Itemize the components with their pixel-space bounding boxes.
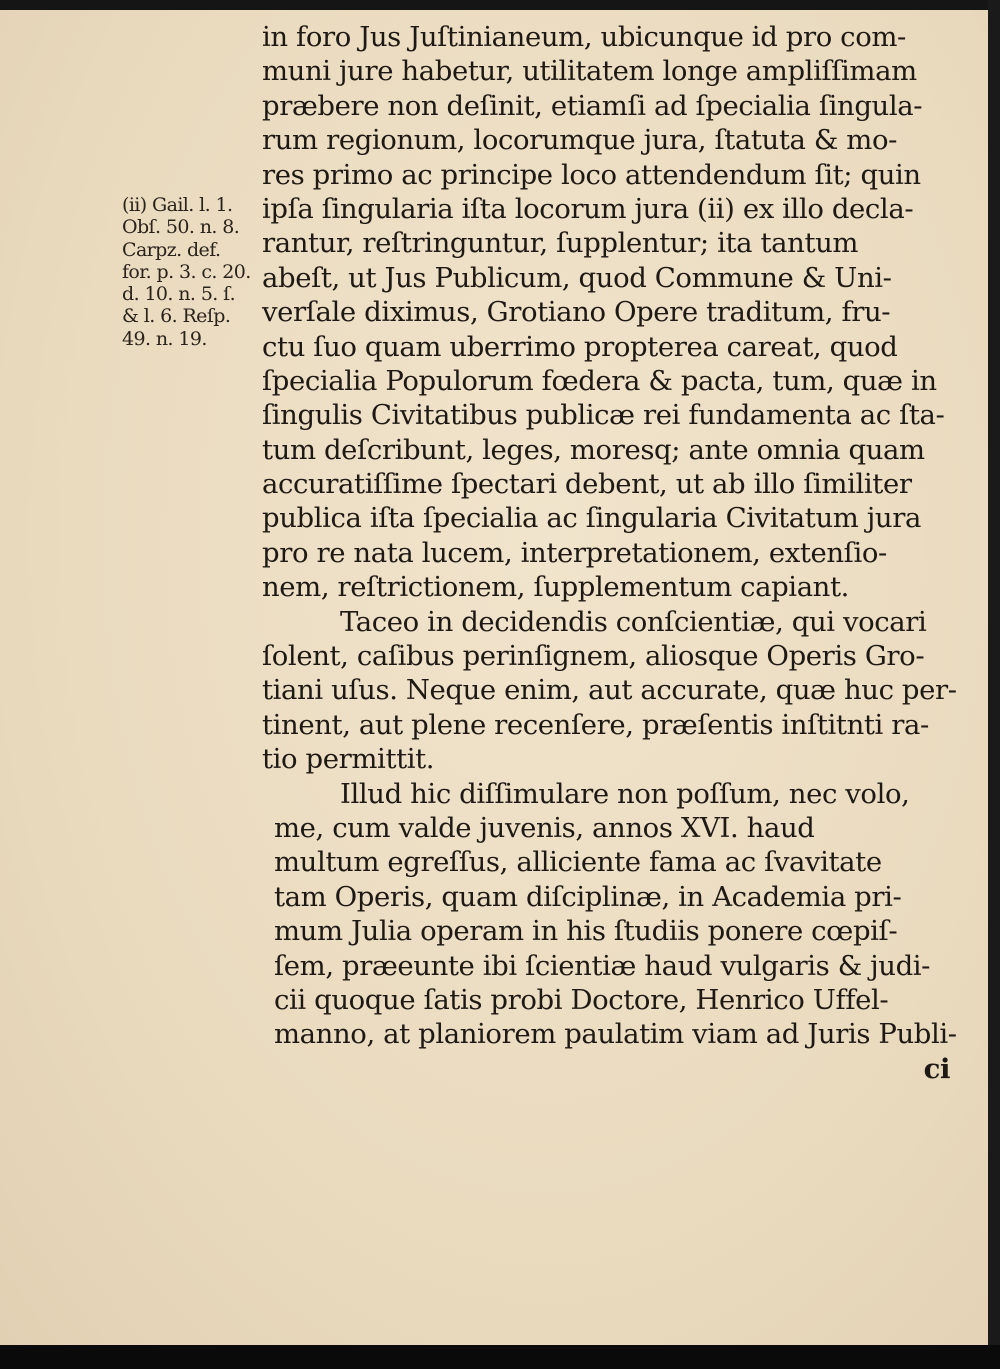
text-line: me, cum valde juvenis, annos XVI. haud [274,811,815,844]
margin-note-line: 49. n. 19. [122,327,207,350]
text-line: res primo ac principe loco attendendum ſit; quin [262,158,921,191]
scan-border-bottom [0,1345,1000,1369]
paragraph-start-line: Illud hic diſſimulare non poſſum, nec volo, [340,777,910,810]
text-line: ſingulis Civitatibus publicæ rei fundamenta ac ſta- [262,399,945,432]
text-line: ſolent, caſibus perinſignem, aliosque Operis Gro- [262,640,925,673]
text-line: tinent, aut plene recenſere, præſentis inſtitnti ra- [262,708,929,741]
text-line: cii quoque ſatis probi Doctore, Henrico Uffel- [274,983,889,1016]
text-line: mum Julia operam in his ſtudiis ponere cœpiſ- [274,915,898,948]
text-line: tiani uſus. Neque enim, aut accurate, quæ huc per- [262,674,957,707]
text-line: abeſt, ut Jus Publicum, quod Commune & Uni- [262,261,892,294]
text-line: tio permittit. [262,743,435,776]
margin-note-line: d. 10. n. 5. ſ. [122,283,236,306]
text-line: rantur, reſtringuntur, ſupplentur; ita tantum [262,227,859,260]
text-line: accuratiſſime ſpectari debent, ut ab illo ſimiliter [262,468,912,501]
text-line: ctu ſuo quam uberrimo propterea careat, quod [262,330,898,363]
margin-note-line: Carpz. def. [122,238,221,261]
text-line: pro re nata lucem, interpretationem, extenſio- [262,536,887,569]
paragraph-start-line: Taceo in decidendis conſcientiæ, qui vocari [340,605,927,638]
text-line: ſem, præeunte ibi ſcientiæ haud vulgaris & judi- [274,949,931,982]
text-line: nem, reſtrictionem, ſupplementum capiant. [262,571,849,604]
body-text [262,20,957,1086]
text-line: publica iſta ſpecialia ac ſingularia Civitatum jura [262,502,921,535]
catchword: ci [923,1052,950,1085]
text-line: rum regionum, locorumque jura, ſtatuta & mo- [262,124,897,157]
margin-note-line: (ii) Gail. l. 1. [122,194,233,216]
text-line: in foro Jus Juſtinianeum, ubicunque id pro com- [262,21,906,53]
margin-note-line: & l. 6. Reſp. [122,305,231,328]
text-line: ſpecialia Populorum fœdera & pacta, tum, quæ in [262,364,937,397]
scan-border-right [988,0,1000,1369]
text-line: verſale diximus, Grotiano Opere traditum, fru- [262,296,891,329]
text-line: præbere non deſinit, etiamſi ad ſpecialia ſingula- [262,89,923,122]
text-line: ipſa ſingularia iſta locorum jura (ii) ex illo decla- [262,192,914,225]
margin-note-line: Obſ. 50. n. 8. [122,216,240,239]
margin-note-line: for. p. 3. c. 20. [122,260,251,283]
marginal-citation [122,194,267,350]
text-line: tam Operis, quam diſciplinæ, in Academia pri- [274,880,902,913]
text-line: multum egreſſus, alliciente fama ac ſvavitate [274,846,882,879]
text-line: manno, at planiorem paulatim viam ad Juris Publi- [274,1018,957,1051]
scan-border-top [0,0,1000,10]
text-line: muni jure habetur, utilitatem longe ampliſſimam [262,55,917,88]
text-line: tum deſcribunt, leges, moresq; ante omnia quam [262,433,925,466]
